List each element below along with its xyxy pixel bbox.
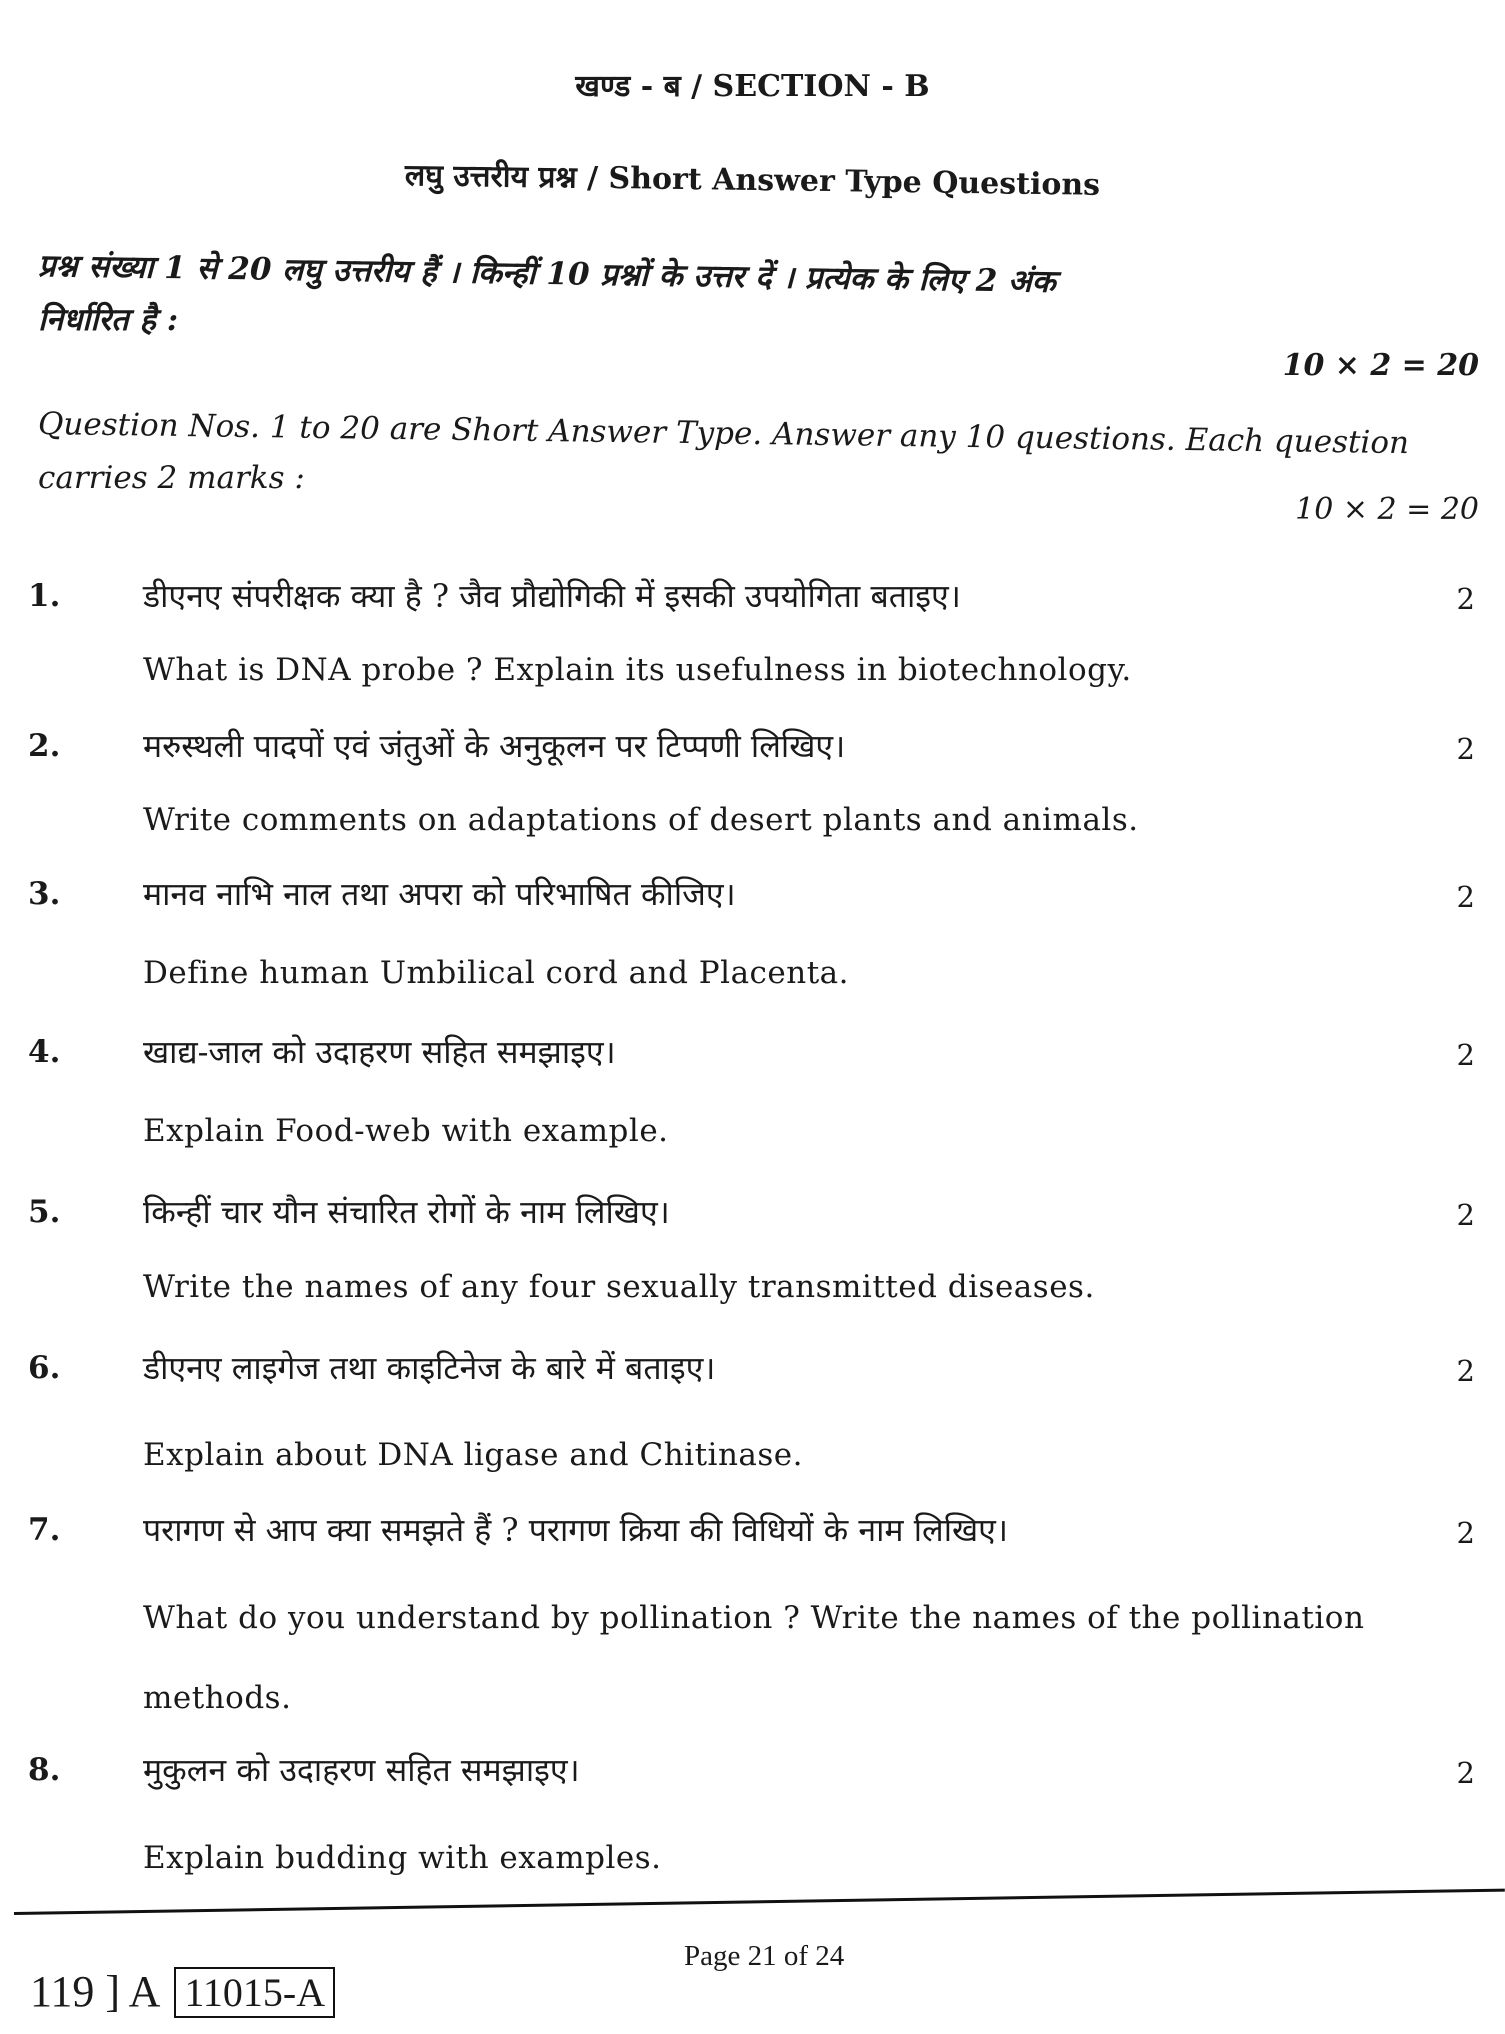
question-marks: 2 <box>1456 1756 1475 1790</box>
page-number: Page 21 of 24 <box>684 1940 845 1972</box>
question-number: 4. <box>28 1034 61 1070</box>
instruction-english-line1: Question Nos. 1 to 20 are Short Answer Type. Answer any 10 questions. Each question <box>37 406 1410 462</box>
question-marks: 2 <box>1456 1038 1475 1072</box>
question-marks: 2 <box>1456 732 1475 766</box>
question-marks: 2 <box>1456 880 1475 914</box>
question-text-hindi: किन्हीं चार यौन संचारित रोगों के नाम लिखिए। <box>143 1193 670 1231</box>
question-number: 3. <box>28 876 61 912</box>
question-number: 6. <box>28 1350 61 1386</box>
section-subtitle: लघु उत्तरीय प्रश्न / Short Answer Type Questions <box>404 158 1101 203</box>
question-marks: 2 <box>1456 1198 1475 1232</box>
question-number: 7. <box>28 1512 61 1548</box>
question-text-english: Explain about DNA ligase and Chitinase. <box>143 1437 804 1473</box>
question-text-english: methods. <box>143 1680 292 1716</box>
question-text-english: Write comments on adaptations of desert plants and animals. <box>143 802 1139 838</box>
question-marks: 2 <box>1456 1516 1475 1550</box>
question-number: 1. <box>28 578 61 614</box>
question-marks: 2 <box>1456 1354 1475 1388</box>
instruction-hindi-marks: 10 × 2 = 20 <box>1282 348 1479 383</box>
question-text-english: Write the names of any four sexually transmitted diseases. <box>143 1269 1095 1305</box>
question-text-hindi: परागण से आप क्या समझते हैं ? परागण क्रिया की विधियों के नाम लिखिए। <box>143 1511 1008 1549</box>
question-text-english: Explain budding with examples. <box>143 1840 662 1876</box>
instruction-hindi-line1: प्रश्न संख्या 1 से 20 लघु उत्तरीय हैं । किन्हीं 10 प्रश्नों के उत्तर दें । प्रत्येक के लिए 2 अंक <box>37 248 1056 300</box>
question-text-english: Explain Food-web with example. <box>143 1113 669 1149</box>
question-number: 2. <box>28 728 61 764</box>
question-text-hindi: मुकुलन को उदाहरण सहित समझाइए। <box>143 1751 580 1789</box>
question-text-english: What do you understand by pollination ? Write the names of the pollination <box>143 1600 1365 1636</box>
footer-divider <box>14 1889 1505 1915</box>
footer-code <box>30 1966 335 2018</box>
paper-box-code: 11015-A <box>174 1967 335 2018</box>
instruction-english-line2: carries 2 marks : <box>38 460 305 496</box>
question-text-english: Define human Umbilical cord and Placenta. <box>143 955 850 991</box>
question-text-hindi: डीएनए संपरीक्षक क्या है ? जैव प्रौद्योगिकी में इसकी उपयोगिता बताइए। <box>143 577 961 615</box>
question-marks: 2 <box>1456 582 1475 616</box>
instruction-hindi-line2: निर्धारित है : <box>38 302 179 338</box>
instruction-english-marks: 10 × 2 = 20 <box>1295 492 1479 527</box>
question-text-hindi: मरुस्थली पादपों एवं जंतुओं के अनुकूलन पर टिप्पणी लिखिए। <box>143 727 846 765</box>
question-text-hindi: खाद्य-जाल को उदाहरण सहित समझाइए। <box>143 1033 616 1071</box>
question-text-hindi: मानव नाभि नाल तथा अपरा को परिभाषित कीजिए। <box>143 875 736 913</box>
question-text-english: What is DNA probe ? Explain its usefulness in biotechnology. <box>143 652 1132 688</box>
section-title: खण्ड - ब / SECTION - B <box>575 69 930 104</box>
question-number: 5. <box>28 1194 61 1230</box>
question-number: 8. <box>28 1752 61 1788</box>
question-text-hindi: डीएनए लाइगेज तथा काइटिनेज के बारे में बताइए। <box>143 1349 716 1387</box>
paper-code: 119 ] A <box>30 1967 161 2016</box>
